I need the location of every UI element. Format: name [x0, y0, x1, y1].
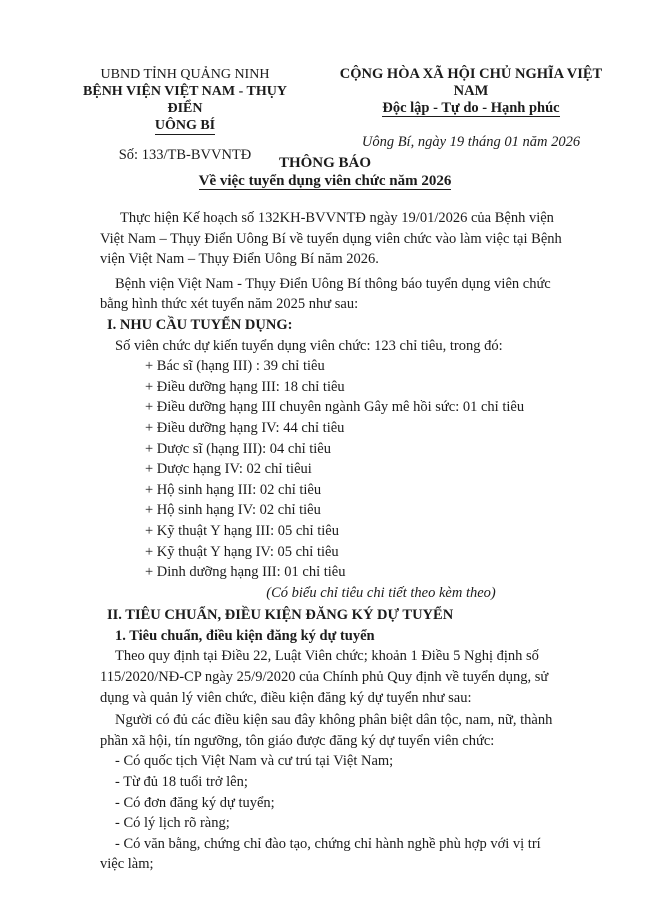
- title-subject: Về việc tuyển dụng viên chức năm 2026: [198, 173, 452, 189]
- section-lead: Số viên chức dự kiến tuyển dụng viên chức: 123 chỉ tiêu, trong đó:: [115, 337, 503, 354]
- issue-date: Uông Bí, ngày 19 tháng 01 năm 2026: [361, 134, 581, 150]
- list-item: + Kỹ thuật Y hạng IV: 05 chỉ tiêu: [145, 543, 339, 560]
- list-item: - Có đơn đăng ký dự tuyển;: [115, 794, 275, 811]
- list-item: + Dược sĩ (hạng III): 04 chỉ tiêu: [145, 440, 331, 457]
- intro-line: Việt Nam – Thụy Điển Uông Bí về tuyển dụng viên chức vào làm việc tại Bệnh: [100, 230, 562, 247]
- intro-line: Thực hiện Kế hoạch số 132KH-BVVNTĐ ngày 19/01/2026 của Bệnh viện: [120, 210, 554, 226]
- list-item: - Có quốc tịch Việt Nam và cư trú tại Việt Nam;: [115, 753, 394, 770]
- list-item: + Dinh dưỡng hạng III: 01 chỉ tiêu: [145, 564, 346, 581]
- quota-list: [115, 356, 607, 583]
- title-main: THÔNG BÁO: [278, 155, 372, 171]
- list-item: + Dược hạng IV: 02 chỉ tiêui: [145, 461, 312, 478]
- subsection-heading: 1. Tiêu chuẩn, điều kiện đăng ký dự tuyển: [115, 627, 375, 644]
- section-heading-criteria: II. TIÊU CHUẨN, ĐIỀU KIỆN ĐĂNG KÝ DỰ TUYỂN: [107, 607, 454, 624]
- list-item: - Có lý lịch rõ ràng;: [115, 815, 230, 832]
- document-title: [0, 154, 650, 190]
- criteria-line: dụng và quản lý viên chức, điều kiện đăng ký dự tuyển như sau:: [100, 689, 472, 706]
- list-item: - Có văn bằng, chứng chỉ đào tạo, chứng chỉ hành nghề phù hợp với vị trí: [115, 835, 541, 852]
- criteria-line: phần xã hội, tín ngưỡng, tôn giáo được đăng ký dự tuyển viên chức:: [100, 732, 495, 749]
- hospital-location: UÔNG BÍ: [154, 118, 216, 133]
- intro-line: Bệnh viện Việt Nam - Thụy Điển Uông Bí thông báo tuyển dụng viên chức: [115, 275, 551, 292]
- national-motto: Độc lập - Tự do - Hạnh phúc: [382, 100, 560, 116]
- list-item: + Điều dưỡng hạng III: 18 chỉ tiêu: [145, 378, 345, 395]
- nation-name: CỘNG HÒA XÃ HỘI CHỦ NGHĨA VIỆT NAM: [339, 66, 603, 99]
- list-item: - Từ đủ 18 tuổi trở lên;: [115, 774, 248, 791]
- section-heading-needs: I. NHU CẦU TUYỂN DỤNG:: [107, 316, 293, 333]
- national-header-block: [322, 66, 620, 151]
- intro-line: bằng hình thức xét tuyển năm 2025 như sau:: [100, 296, 359, 313]
- criteria-line: 115/2020/NĐ-CP ngày 25/9/2020 của Chính phủ Quy định về tuyển dụng, sử: [100, 669, 549, 686]
- document-body: [100, 208, 607, 875]
- condition-list: [115, 751, 607, 854]
- criteria-line: việc làm;: [100, 856, 154, 873]
- list-item: + Hộ sinh hạng IV: 02 chỉ tiêu: [145, 502, 321, 519]
- document-number: Số: 133/TB-BVVNTĐ: [118, 147, 252, 163]
- list-item: + Điều dưỡng hạng III chuyên ngành Gây mê hồi sức: 01 chỉ tiêu: [145, 399, 525, 416]
- list-item: + Hộ sinh hạng III: 02 chỉ tiêu: [145, 481, 322, 498]
- criteria-line: Người có đủ các điều kiện sau đây không phân biệt dân tộc, nam, nữ, thành: [115, 712, 553, 729]
- list-item: + Kỹ thuật Y hạng III: 05 chỉ tiêu: [145, 522, 339, 539]
- criteria-line: Theo quy định tại Điều 22, Luật Viên chức; khoản 1 Điều 5 Nghị định số: [115, 648, 539, 665]
- hospital-name: BỆNH VIỆN VIỆT NAM - THỤY ĐIỂN: [83, 84, 287, 116]
- intro-line: viện Việt Nam – Thụy Điển Uông Bí năm 2026.: [100, 251, 379, 268]
- issuing-agency-block: [70, 66, 300, 164]
- province-committee: UBND TỈNH QUẢNG NINH: [100, 67, 270, 82]
- quota-note: (Có biểu chỉ tiêu chi tiết theo kèm theo): [266, 584, 496, 601]
- list-item: + Bác sĩ (hạng III) : 39 chỉ tiêu: [145, 358, 325, 375]
- list-item: + Điều dưỡng hạng IV: 44 chỉ tiêu: [145, 419, 345, 436]
